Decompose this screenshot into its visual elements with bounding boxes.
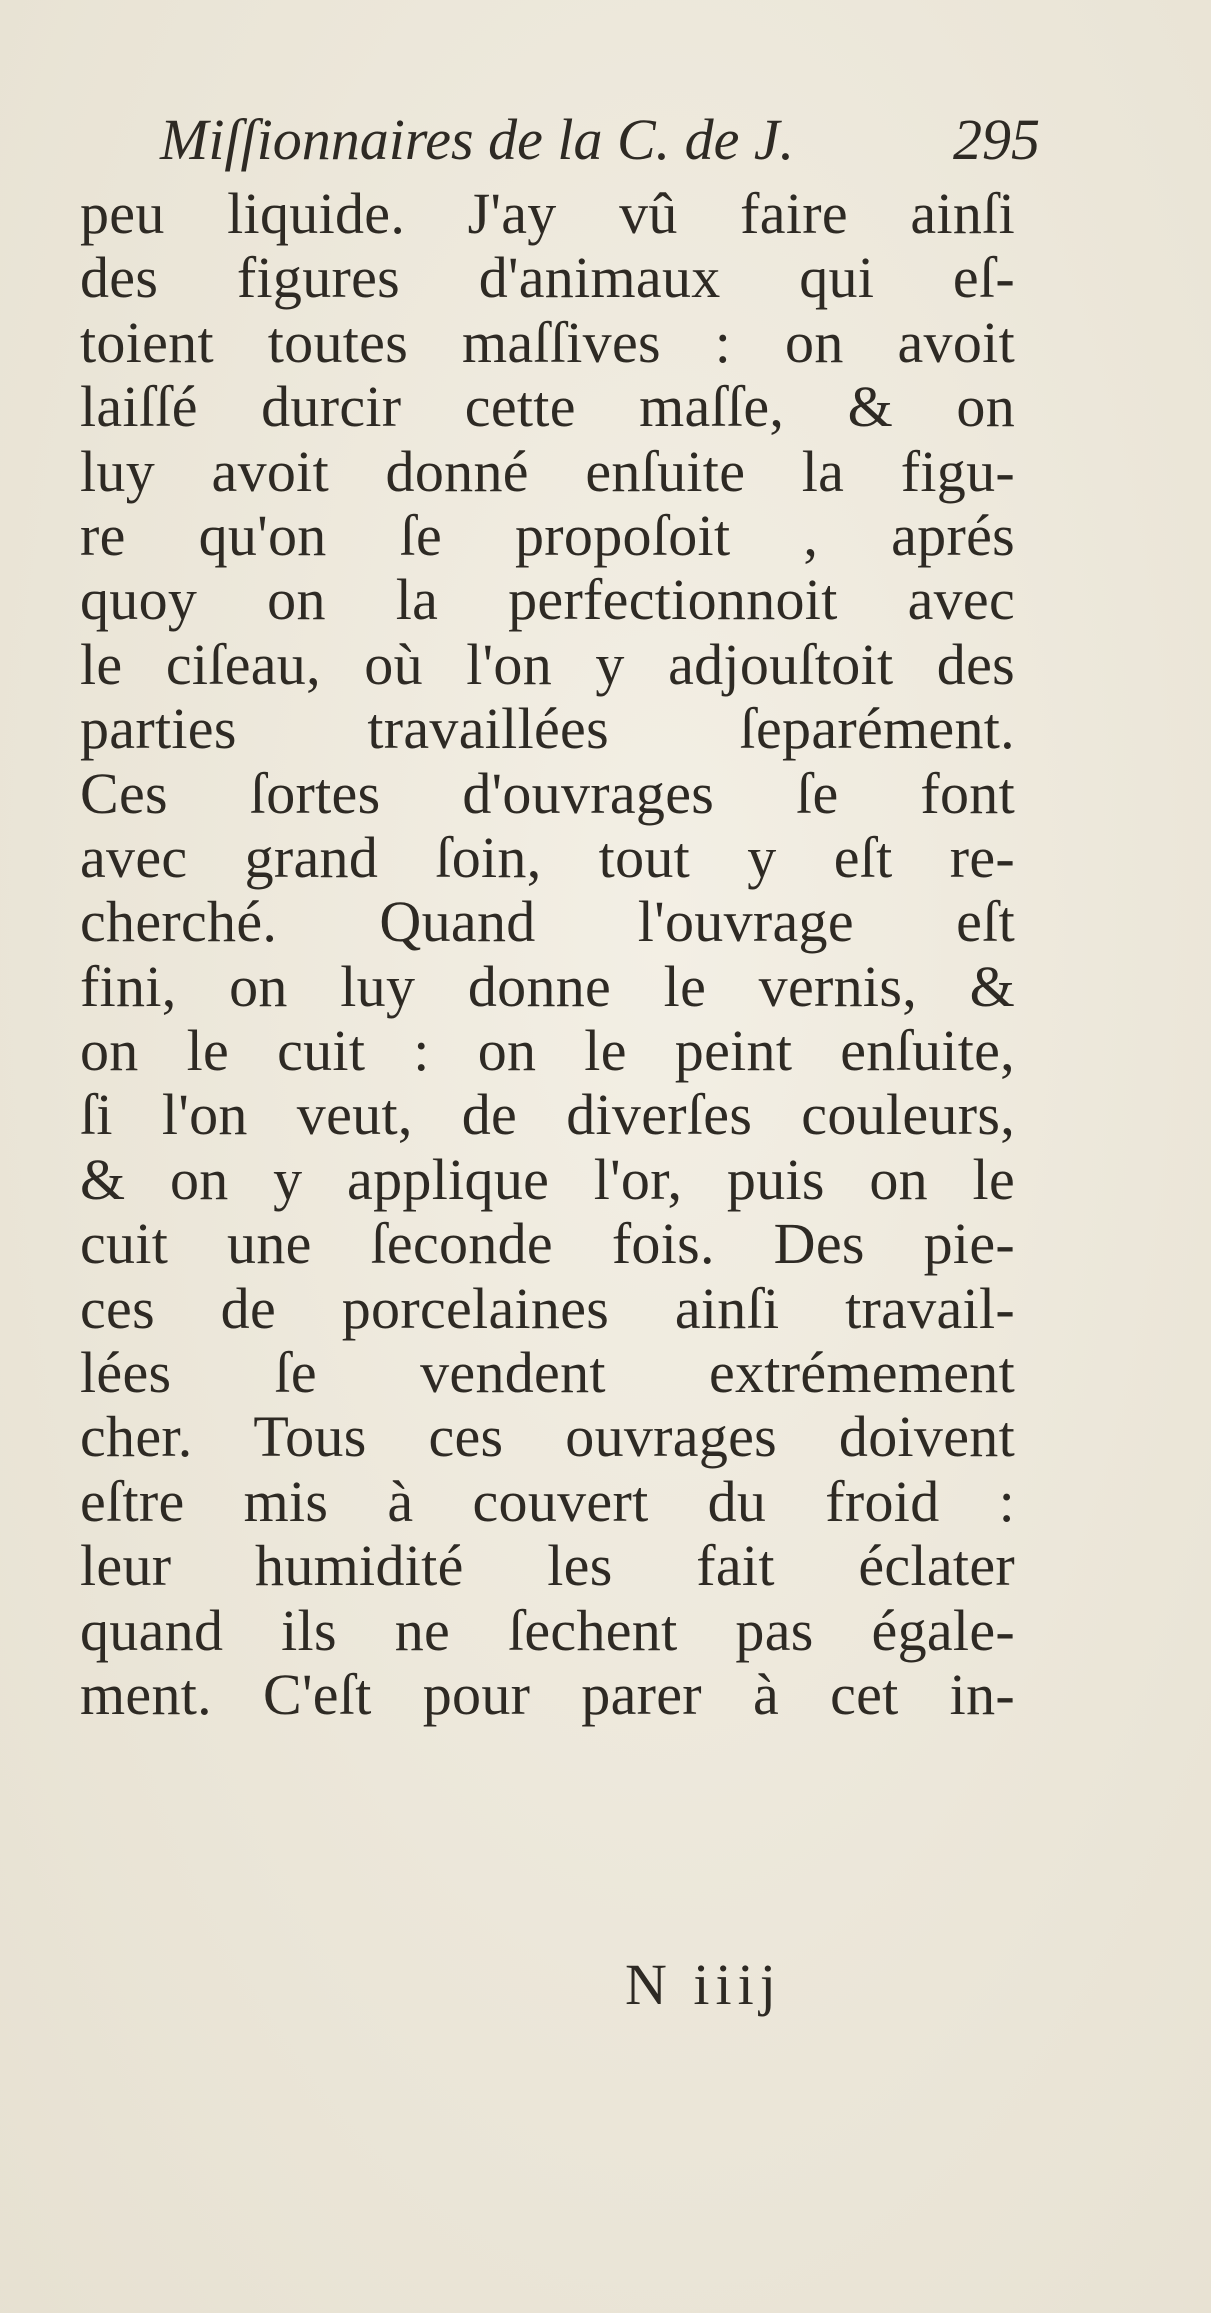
text-line: avec grand ſoin, tout y eſt re-	[80, 824, 1015, 890]
page-number: 295	[953, 107, 1040, 172]
text-line: peu liquide. J'ay vû faire ainſi	[80, 181, 1015, 246]
text-line: le ciſeau, où l'on y adjouſtoit des	[80, 631, 1015, 697]
text-line: toient toutes maſſives : on avoit	[80, 309, 1015, 375]
text-line: ſi l'on veut, de diverſes couleurs,	[80, 1082, 1015, 1148]
text-line: on le cuit : on le peint enſuite,	[80, 1018, 1015, 1084]
text-line: parties travaillées ſeparément.	[80, 696, 1015, 762]
running-title: Miſſionnaires de la C. de J.	[160, 107, 795, 172]
text-line: cher. Tous ces ouvrages doivent	[80, 1404, 1015, 1470]
text-line: cuit une ſeconde fois. Des pie-	[80, 1211, 1015, 1277]
signature-mark: N iiij	[625, 1952, 782, 2017]
text-line: quand ils ne ſechent pas égale-	[80, 1597, 1015, 1663]
text-line: luy avoit donné enſuite la figu-	[80, 438, 1015, 504]
text-line: Ces ſortes d'ouvrages ſe font	[80, 760, 1015, 826]
text-line: & on y applique l'or, puis on le	[80, 1146, 1015, 1212]
text-line: des figures d'animaux qui eſ-	[80, 245, 1015, 311]
text-line: leur humidité les fait éclater	[80, 1533, 1015, 1599]
text-line: ces de porcelaines ainſi travail-	[80, 1275, 1015, 1341]
text-line: cherché. Quand l'ouvrage eſt	[80, 889, 1015, 955]
text-line: quoy on la perfectionnoit avec	[80, 567, 1015, 633]
text-line: ment. C'eſt pour parer à cet in-	[80, 1661, 1015, 1727]
page-header	[160, 100, 1040, 180]
text-line: lées ſe vendent extrémement	[80, 1340, 1015, 1406]
text-line: re qu'on ſe propoſoit , aprés	[80, 502, 1015, 568]
text-line: laiſſé durcir cette maſſe, & on	[80, 374, 1015, 440]
text-line: fini, on luy donne le vernis, &	[80, 953, 1015, 1019]
text-line: eſtre mis à couvert du froid :	[80, 1468, 1015, 1534]
body-text	[80, 182, 1015, 1727]
